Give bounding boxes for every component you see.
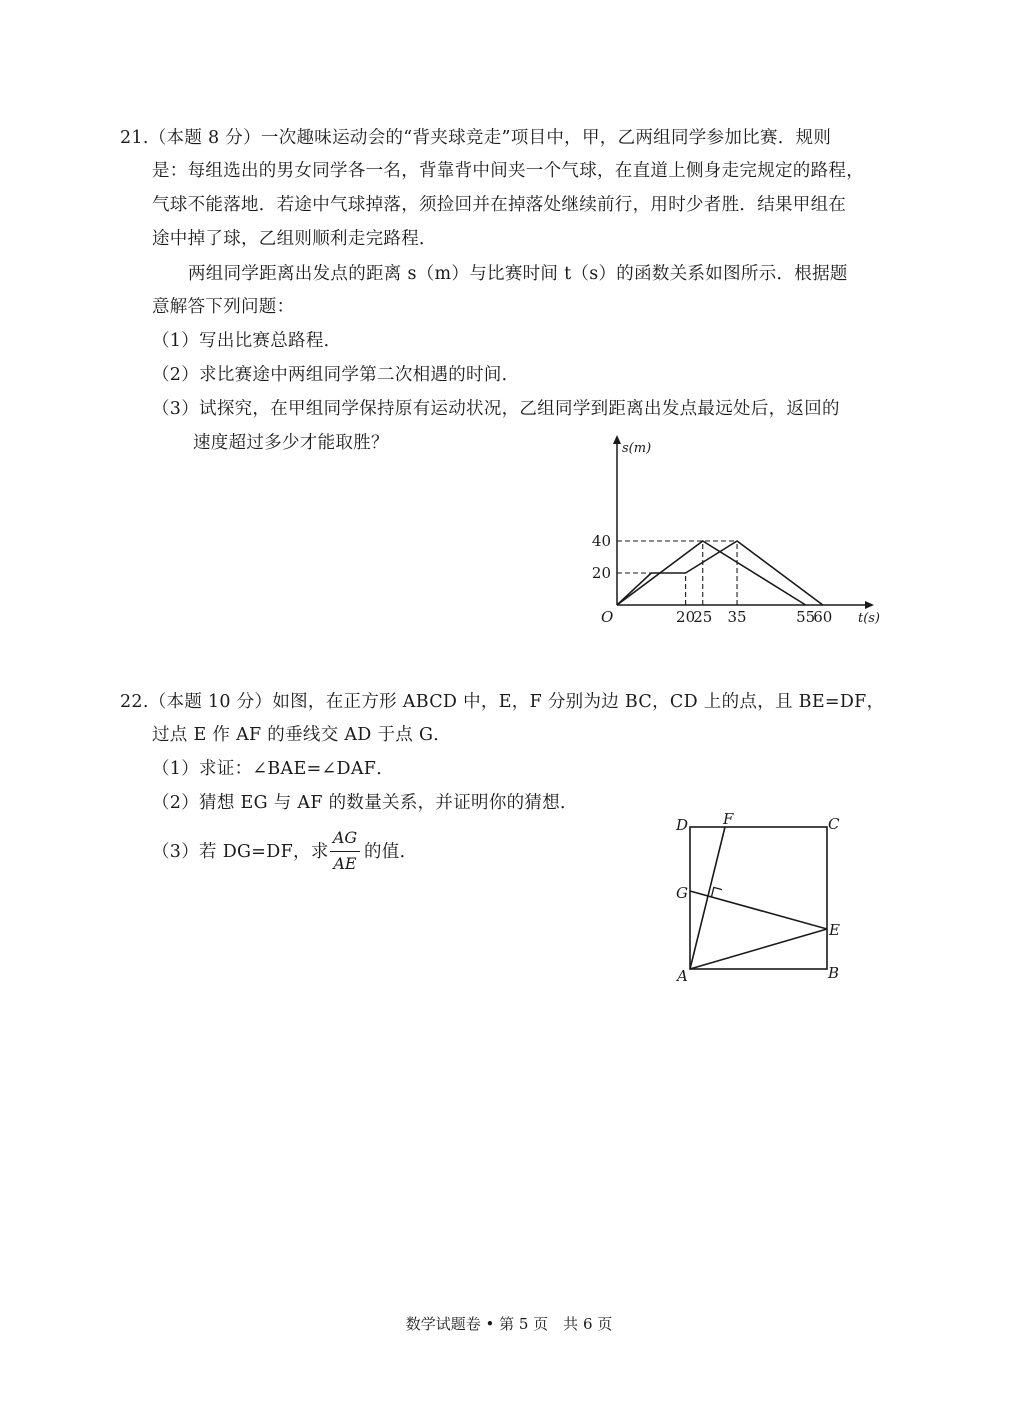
label-f: F	[723, 810, 734, 828]
segment-ae	[690, 929, 827, 969]
q22-part-3: （3）若 DG=DF，求	[152, 842, 329, 862]
q21-intro-line: 是：每组选出的男女同学各一名，背靠背中间夹一个气球，在直道上侧身走完规定的路程，	[152, 161, 864, 181]
segment-af	[690, 827, 725, 969]
q22-part-3-suffix: 的值．	[364, 842, 418, 862]
square-geometry-diagram	[665, 805, 855, 990]
label-d: D	[676, 816, 689, 834]
label-e: E	[829, 921, 840, 939]
x-tick-label: 25	[693, 608, 713, 626]
series-line-1	[617, 541, 823, 605]
label-a: A	[677, 967, 688, 985]
x-tick-label: 60	[813, 608, 833, 626]
q21-part-2: （2）求比赛途中两组同学第二次相遇的时间．	[152, 365, 520, 385]
right-angle-mark	[712, 887, 722, 896]
y-tick-label: 40	[591, 532, 611, 550]
q22-intro-line: 过点 E 作 AF 的垂线交 AD 于点 G．	[152, 725, 452, 745]
square-abcd	[690, 827, 827, 969]
q21-part-3-cont: 速度超过多少才能取胜？	[193, 433, 389, 453]
x-tick-label: 35	[727, 608, 747, 626]
x-tick-label: 20	[676, 608, 696, 626]
label-g: G	[676, 884, 688, 902]
q21-intro-line: 气球不能落地．若途中气球掉落，须捡回并在掉落处继续前行，用时少者胜．结果甲组在	[152, 195, 847, 215]
fraction-bar	[330, 851, 360, 852]
q22-part-1: （1）求证：∠BAE=∠DAF．	[152, 759, 395, 779]
x-axis-label: t(s)	[857, 611, 881, 626]
q21-part-1: （1）写出比赛总路程．	[152, 331, 342, 351]
q22-part-2: （2）猜想 EG 与 AF 的数量关系，并证明你的猜想．	[152, 793, 578, 813]
origin-label: O	[601, 608, 614, 626]
x-axis-arrow	[865, 601, 874, 609]
q21-intro-line: 意解答下列问题：	[152, 297, 295, 317]
q21-part-3: （3）试探究，在甲组同学保持原有运动状况，乙组同学到距离出发点最远处后，返回的	[152, 399, 840, 419]
page-footer: 数学试题卷 • 第 5 页 共 6 页	[405, 1315, 613, 1333]
q21-intro-line: 21.（本题 8 分）一次趣味运动会的“背夹球竞走”项目中，甲，乙两组同学参加比赛．规则	[120, 128, 832, 148]
q22-intro-line: 22.（本题 10 分）如图，在正方形 ABCD 中，E，F 分别为边 BC，CD 上的点，且 BE=DF，	[120, 692, 885, 712]
fraction-numerator: AG	[332, 828, 358, 847]
y-axis-label: s(m)	[622, 441, 652, 456]
q21-intro-line: 两组同学距离出发点的距离 s（m）与比赛时间 t（s）的函数关系如图所示．根据题	[188, 264, 848, 284]
distance-time-graph	[585, 430, 885, 635]
y-tick-label: 20	[591, 564, 611, 582]
label-c: C	[828, 815, 840, 833]
label-b: B	[828, 964, 840, 982]
segment-ge	[690, 891, 827, 929]
x-tick-label: 55	[796, 608, 816, 626]
fraction-denominator: AE	[333, 854, 357, 873]
y-axis-arrow	[613, 435, 621, 444]
q21-intro-line: 途中掉了球，乙组则顺利走完路程．	[152, 229, 437, 249]
